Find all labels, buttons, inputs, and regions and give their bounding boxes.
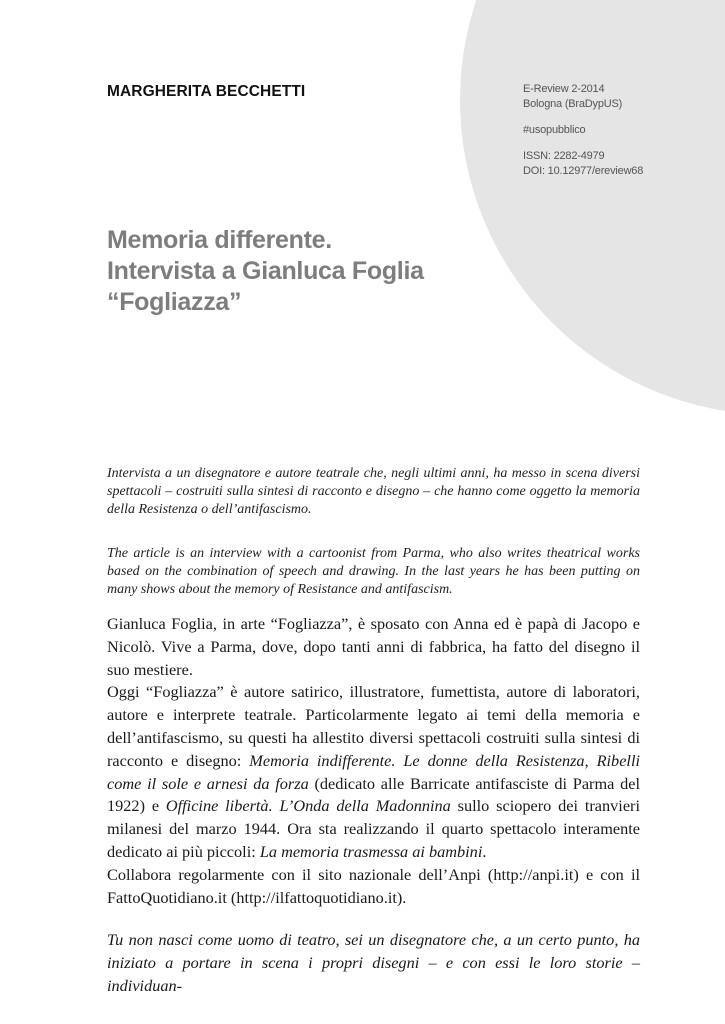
article-title [107,225,424,318]
publisher: Bologna (BraDypUS) [523,98,623,110]
doi: DOI: 10.12977/ereview68 [523,165,644,177]
publication-info [523,82,643,179]
paragraph-collaboration: Collabora regolarmente con il sito nazionale dell’Anpi (http://anpi.it) e con il FattoQuotidiano.it (http://ilfattoquotidiano.it). [107,864,640,907]
decorative-circle [460,0,725,415]
hashtag: #usopubblico [523,124,586,136]
author-name: MARGHERITA BECCHETTI [107,83,306,100]
interview-question [107,929,640,997]
text-span: sullo sciopero dei tranvieri milanesi del marzo 1944. Ora sta realizzando il quarto spettacolo interamente dedicato ai più piccoli: [107,796,640,861]
text-span: . [482,841,487,861]
paragraph-career [107,681,640,863]
show-title: Ribelli come il sole e arnesi da forza [107,750,640,793]
text-span: , [584,750,597,770]
abstract-english: The article is an interview with a cartoonist from Parma, who also writes theatrical works based on the combination of speech and drawing. In the last years he has been putting on many shows about the memory of Resistance and antifascism. [107,546,640,597]
text-span: Oggi “Fogliazza” è autore satirico, illustratore, fumettista, autore di laboratori, autore e interprete teatrale. Particolarmente legato ai temi della memoria e dell’antifascismo, su questi ha allestito diversi spettacoli costruiti sulla sintesi di racconto e disegno: [107,682,640,770]
issn: ISSN: 2282-4979 [523,150,605,162]
text-span: (dedicato alle Barricate antifasciste di Parma del 1922) e [107,773,640,816]
show-title: Memoria indifferente. Le donne della Resistenza [249,750,585,770]
title-line-3: “Fogliazza” [107,288,242,316]
question-text: Tu non nasci come uomo di teatro, sei un disegnatore che, a un certo punto, ha iniziato a portare in scena i propri disegni – e con essi le loro storie – individuan- [107,930,640,995]
title-line-2: Intervista a Gianluca Foglia [107,257,424,285]
journal-issue: E-Review 2-2014 [523,83,605,95]
title-line-1: Memoria differente. [107,226,332,254]
show-title: La memoria trasmessa ai bambini [259,841,483,861]
abstract-italian: Intervista a un disegnatore e autore teatrale che, negli ultimi anni, ha messo in scena diversi spettacoli – costruiti sulla sintesi di racconto e disegno – che hanno come oggetto la memoria della Resistenza o dell’antifascismo. [107,466,640,517]
article-body [107,613,640,998]
paragraph-intro: Gianluca Foglia, in arte “Fogliazza”, è sposato con Anna ed è papà di Jacopo e Nicolò. Vive a Parma, dove, dopo tanti anni di fabbrica, ha fatto del disegno il suo mestiere. [107,614,640,679]
show-title: Officine libertà. L’Onda della Madonnina [165,796,451,816]
